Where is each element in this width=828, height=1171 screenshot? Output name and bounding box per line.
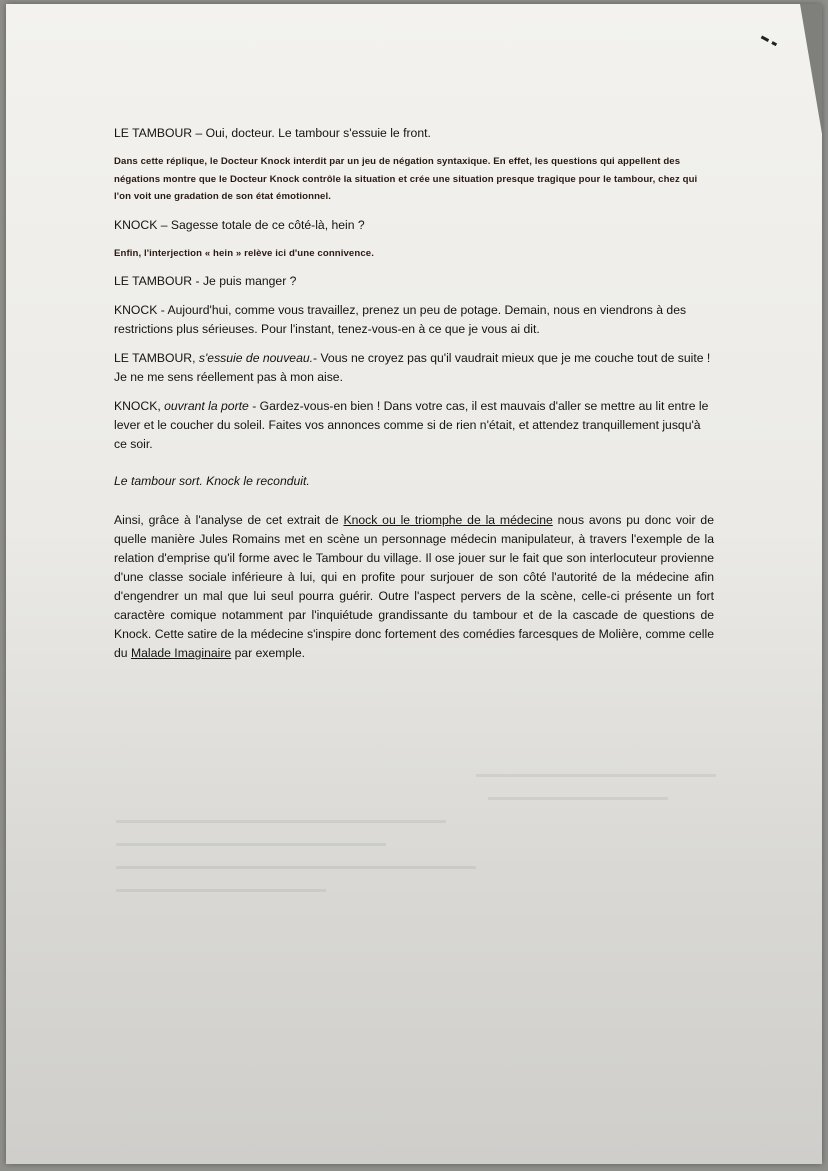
pen-mark-icon — [761, 28, 789, 49]
analysis-comment: Enfin, l'interjection « hein » relève ici d'une connivence. — [114, 247, 374, 259]
speaker-name: LE TAMBOUR — [114, 126, 193, 140]
analysis-comment: Dans cette réplique, le Docteur Knock interdit par un jeu de négation syntaxique. En effet, les questions qui appellent des négations montre que le Docteur Knock contrôle la situation et crée une situation presque tragique pour le tambour, chez qui l'on voit une gradation de son état émotionnel. — [114, 156, 698, 202]
document-page — [6, 4, 822, 1164]
dialogue-text: – Sagesse totale de ce côté-là, hein ? — [157, 217, 365, 232]
dialogue-line — [114, 397, 714, 454]
speaker-name: KNOCK — [114, 303, 158, 317]
work-title: Malade Imaginaire — [130, 646, 232, 660]
dialogue-line — [114, 216, 714, 235]
dialogue-text: - Aujourd'hui, comme vous travaillez, prenez un peu de potage. Demain, nous en viendrons à des restrictions plus sérieuses. Pour l'instant, tenez-vous-en à ce que je vous ai dit. — [114, 303, 687, 336]
dialogue-text: - Vous ne croyez pas qu'il vaudrait mieux que je me couche tout de suite ! Je ne me sens réellement pas à mon aise. — [114, 351, 711, 384]
dialogue-line — [114, 301, 714, 339]
bleed-through-shadow — [116, 774, 716, 912]
conclusion-paragraph — [114, 511, 714, 663]
speaker-name: LE TAMBOUR, — [114, 351, 196, 365]
conclusion-text: Ainsi, grâce à l'analyse de cet extrait de — [114, 513, 344, 527]
dialogue-text: - Je puis manger ? — [192, 274, 297, 288]
work-title: Knock ou le triomphe de la médecine — [343, 513, 553, 527]
dialogue-text: – Oui, docteur. Le tambour s'essuie le front. — [192, 126, 431, 140]
conclusion-text: par exemple. — [231, 646, 306, 660]
stage-direction: Le tambour sort. Knock le reconduit. — [114, 474, 310, 488]
dialogue-line — [114, 124, 714, 143]
dialogue-text: - Gardez-vous-en bien ! Dans votre cas, il est mauvais d'aller se mettre au lit entre le lever et le coucher du soleil. Faites vos annonces comme si de rien n'était, et attendez tranquillement jusqu'à ce soir. — [114, 399, 709, 451]
stage-note: ouvrant la porte — [160, 399, 249, 413]
speaker-name: KNOCK, — [114, 399, 161, 413]
dialogue-line — [114, 272, 714, 291]
speaker-name: KNOCK — [114, 217, 158, 232]
conclusion-text: nous avons pu donc voir de quelle manière Jules Romains met en scène un personnage médecin manipulateur, à travers l'exemple de la relation d'emprise qu'il forme avec le Tambour du village. Il ose jouer sur le fait que son interlocuteur provienne d'une classe sociale inférieure à lui, qui en profite pour surjouer de son côté l'autorité de la médecine afin d'engendrer un mal que lui seul pourra guérir. Outre l'aspect pervers de la scène, celle-ci présente un fort caractère comique notamment par l'inquiétude grandissante du tambour et de la cascade de questions de Knock. Cette satire de la médecine s'inspire donc fortement des comédies farcesques de Molière, comme celle du — [114, 513, 714, 660]
speaker-name: LE TAMBOUR — [114, 274, 193, 288]
folded-corner — [800, 4, 822, 134]
dialogue-line — [114, 349, 714, 387]
document-body — [114, 124, 714, 675]
stage-note: s'essuie de nouveau. — [195, 351, 314, 365]
